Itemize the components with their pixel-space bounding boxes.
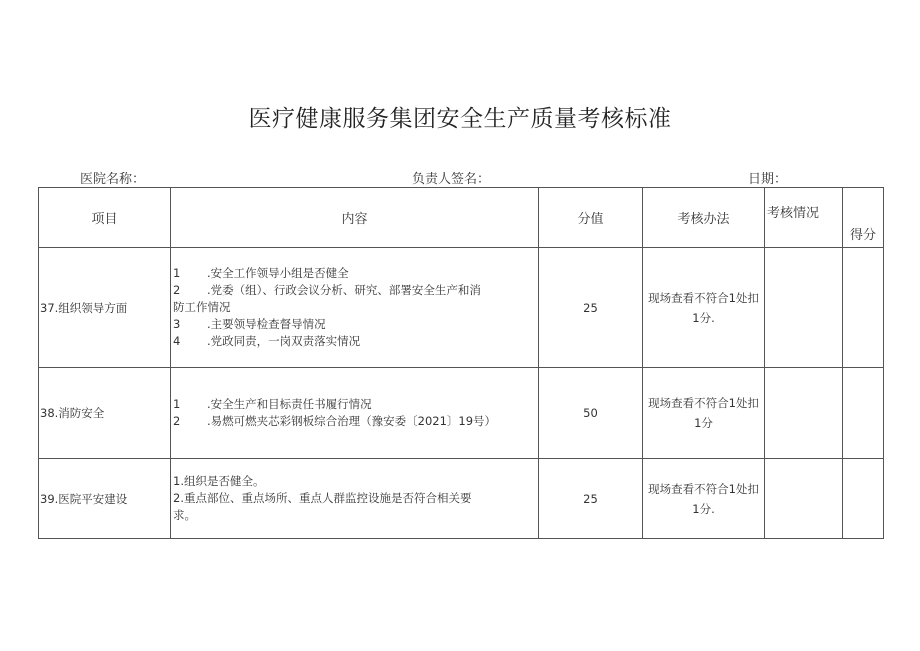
assessment-table bbox=[38, 187, 884, 539]
content-cell bbox=[171, 459, 539, 539]
table-row bbox=[39, 368, 884, 459]
check-cell[interactable] bbox=[765, 368, 843, 459]
hospital-name-label: 医院名称： bbox=[80, 172, 146, 187]
header-score: 分值 bbox=[539, 188, 643, 248]
item-cell: 38.消防安全 bbox=[39, 368, 171, 459]
date-label: 日期： bbox=[748, 172, 788, 187]
got-score-cell[interactable] bbox=[843, 248, 884, 368]
header-method: 考核办法 bbox=[643, 188, 765, 248]
content-line: 3 .主要领导检查督导情况 bbox=[173, 317, 326, 331]
method-cell: 现场查看不符合1处扣1分 bbox=[643, 368, 765, 459]
method-cell: 现场查看不符合1处扣1分. bbox=[643, 459, 765, 539]
content-line: 1 .安全生产和目标责任书履行情况 bbox=[173, 397, 372, 411]
content-line: 防工作情况 bbox=[173, 300, 231, 314]
header-item: 项目 bbox=[39, 188, 171, 248]
item-cell: 39.医院平安建设 bbox=[39, 459, 171, 539]
got-score-cell[interactable] bbox=[843, 368, 884, 459]
table-header-row bbox=[39, 188, 884, 248]
content-line: 2 .党委（组）、行政会议分析、研究、部署安全生产和消 bbox=[173, 283, 481, 297]
content-line: 1 .安全工作领导小组是否健全 bbox=[173, 266, 349, 280]
content-line: 1.组织是否健全。 bbox=[173, 474, 265, 488]
table-row bbox=[39, 248, 884, 368]
content-line: 2 .易燃可燃夹芯彩钢板综合治理（豫安委〔2021〕19号） bbox=[173, 414, 497, 428]
page-title: 医疗健康服务集团安全生产质量考核标准 bbox=[248, 106, 672, 132]
content-line: 求。 bbox=[173, 508, 196, 522]
score-cell: 25 bbox=[539, 248, 643, 368]
content-cell bbox=[171, 368, 539, 459]
score-cell: 25 bbox=[539, 459, 643, 539]
header-got: 得分 bbox=[843, 188, 884, 248]
header-content: 内容 bbox=[171, 188, 539, 248]
score-cell: 50 bbox=[539, 368, 643, 459]
content-cell bbox=[171, 248, 539, 368]
check-cell[interactable] bbox=[765, 459, 843, 539]
table-row bbox=[39, 459, 884, 539]
got-score-cell[interactable] bbox=[843, 459, 884, 539]
content-line: 4 .党政同责，一岗双责落实情况 bbox=[173, 334, 361, 348]
content-line: 2.重点部位、重点场所、重点人群监控设施是否符合相关要 bbox=[173, 491, 472, 505]
header-check: 考核情况 bbox=[765, 188, 843, 248]
check-cell[interactable] bbox=[765, 248, 843, 368]
method-cell: 现场查看不符合1处扣1分. bbox=[643, 248, 765, 368]
signature-label: 负责人签名： bbox=[412, 172, 491, 187]
item-cell: 37.组织领导方面 bbox=[39, 248, 171, 368]
